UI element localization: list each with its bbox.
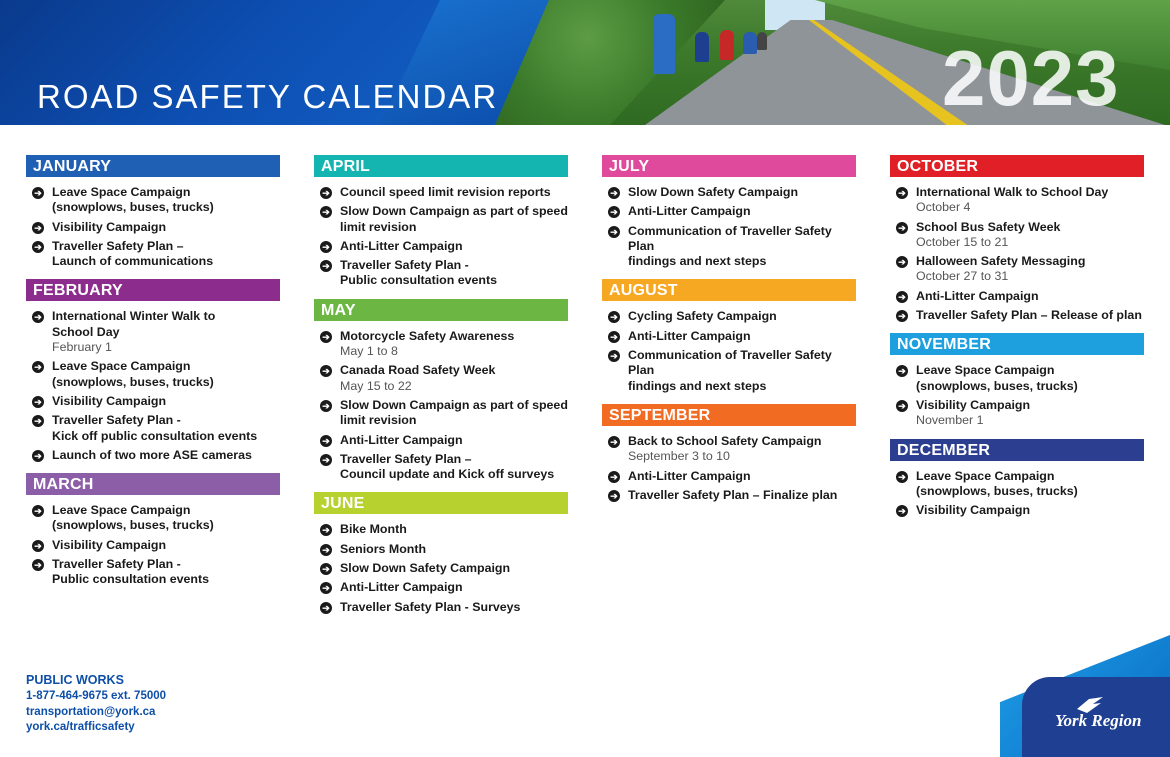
arrow-circle-icon: ➔ [608, 187, 620, 199]
arrow-circle-icon: ➔ [320, 563, 332, 575]
event-item [320, 452, 568, 483]
arrow-circle-icon: ➔ [320, 454, 332, 466]
event-list [26, 301, 280, 463]
arrow-circle-icon: ➔ [320, 400, 332, 412]
event-date: October 15 to 21 [916, 234, 1009, 249]
event-item [608, 185, 856, 200]
footer-email[interactable]: transportation@york.ca [26, 705, 156, 718]
event-label: Visibility Campaign [52, 393, 167, 408]
event-item [608, 309, 856, 324]
month-header: MARCH [26, 473, 280, 495]
cyclist-figure [653, 14, 675, 74]
event-list [26, 177, 280, 269]
month-header: SEPTEMBER [602, 404, 856, 426]
calendar-column-1 [26, 155, 280, 598]
arrow-circle-icon: ➔ [896, 187, 908, 199]
page-title: ROAD SAFETY CALENDAR [37, 78, 499, 115]
arrow-circle-icon: ➔ [608, 311, 620, 323]
event-list [314, 177, 568, 289]
event-item [320, 204, 568, 235]
month-header: NOVEMBER [890, 333, 1144, 355]
month-header: JUNE [314, 492, 568, 514]
event-list [890, 355, 1144, 428]
event-item [320, 239, 568, 254]
arrow-circle-icon: ➔ [896, 471, 908, 483]
event-item [32, 503, 280, 534]
arrow-circle-icon: ➔ [608, 490, 620, 502]
event-label: Canada Road Safety Week [340, 363, 496, 378]
event-label: Slow Down Campaign as part of speed limit revision [340, 397, 568, 428]
month-section-january [26, 155, 280, 279]
event-date: February 1 [52, 340, 112, 355]
cyclist-figure [757, 32, 767, 50]
event-item [320, 561, 568, 576]
arrow-circle-icon: ➔ [32, 361, 44, 373]
month-section-february [26, 279, 280, 473]
month-section-october [890, 155, 1144, 333]
arrow-circle-icon: ➔ [320, 187, 332, 199]
event-label: Slow Down Campaign as part of speed limit revision [340, 204, 568, 234]
event-item [32, 448, 280, 463]
event-label: Anti-Litter Campaign [340, 238, 463, 253]
arrow-circle-icon: ➔ [896, 400, 908, 412]
event-item [896, 220, 1144, 251]
event-item [320, 580, 568, 595]
arrow-circle-icon: ➔ [320, 365, 332, 377]
arrow-circle-icon: ➔ [608, 471, 620, 483]
arrow-circle-icon: ➔ [320, 602, 332, 614]
event-date: September 3 to 10 [628, 449, 730, 464]
event-item [32, 359, 280, 390]
arrow-circle-icon: ➔ [32, 187, 44, 199]
event-label: International Walk to School Day [916, 185, 1109, 199]
month-header: OCTOBER [890, 155, 1144, 177]
event-item [32, 239, 280, 270]
event-item [32, 394, 280, 409]
event-label: School Bus Safety Week [916, 219, 1061, 234]
arrow-circle-icon: ➔ [608, 206, 620, 218]
event-item [608, 348, 856, 394]
arrow-circle-icon: ➔ [32, 415, 44, 427]
event-label: Traveller Safety Plan - Kick off public consultation events [52, 413, 258, 443]
arrow-circle-icon: ➔ [320, 435, 332, 447]
event-label: Leave Space Campaign (snowplows, buses, trucks) [52, 503, 214, 533]
arrow-circle-icon: ➔ [896, 256, 908, 268]
event-item [608, 329, 856, 344]
event-label: Visibility Campaign [52, 537, 167, 552]
event-item [320, 433, 568, 448]
footer-department: PUBLIC WORKS [26, 673, 124, 687]
event-date: October 27 to 31 [916, 269, 1009, 284]
event-item [608, 469, 856, 484]
arrow-circle-icon: ➔ [32, 311, 44, 323]
month-header: MAY [314, 299, 568, 321]
event-item [32, 557, 280, 588]
event-label: Leave Space Campaign (snowplows, buses, trucks) [52, 359, 214, 389]
month-section-september [602, 404, 856, 513]
month-section-august [602, 279, 856, 403]
arrow-circle-icon: ➔ [896, 505, 908, 517]
event-label: Slow Down Safety Campaign [340, 561, 511, 576]
event-list [890, 461, 1144, 519]
event-label: Traveller Safety Plan - Public consultation events [340, 258, 497, 288]
event-label: Leave Space Campaign (snowplows, buses, trucks) [52, 185, 214, 215]
arrow-circle-icon: ➔ [32, 241, 44, 253]
event-item [32, 185, 280, 216]
event-label: Motorcycle Safety Awareness [340, 328, 515, 343]
month-header: FEBRUARY [26, 279, 280, 301]
event-label: Council speed limit revision reports [340, 185, 551, 199]
event-label: Traveller Safety Plan – Finalize plan [628, 487, 838, 502]
month-header: DECEMBER [890, 439, 1144, 461]
event-list [890, 177, 1144, 323]
event-label: Visibility Campaign [916, 503, 1031, 518]
york-region-logo [1000, 635, 1170, 757]
month-section-april [314, 155, 568, 299]
month-section-may [314, 299, 568, 493]
arrow-circle-icon: ➔ [896, 222, 908, 234]
event-item [896, 363, 1144, 394]
event-label: Halloween Safety Messaging [916, 254, 1086, 269]
event-item [32, 220, 280, 235]
cyclist-figure [743, 32, 757, 54]
arrow-circle-icon: ➔ [32, 540, 44, 552]
month-header: JULY [602, 155, 856, 177]
event-item [896, 254, 1144, 285]
event-list [602, 177, 856, 269]
event-label: Anti-Litter Campaign [628, 204, 751, 219]
event-list [314, 514, 568, 614]
event-item [608, 488, 856, 503]
event-label: International Winter Walk to School Day [52, 309, 216, 339]
event-date: November 1 [916, 413, 984, 428]
event-item [896, 185, 1144, 216]
arrow-circle-icon: ➔ [32, 505, 44, 517]
event-list [602, 426, 856, 503]
arrow-circle-icon: ➔ [320, 331, 332, 343]
arrow-circle-icon: ➔ [896, 365, 908, 377]
header-banner [0, 0, 1170, 125]
event-label: Slow Down Safety Campaign [628, 185, 799, 199]
event-label: Anti-Litter Campaign [340, 432, 463, 447]
contact-footer [26, 673, 166, 736]
event-label: Traveller Safety Plan - Public consultation events [52, 557, 209, 587]
footer-phone[interactable]: 1-877-464-9675 ext. 75000 [26, 690, 167, 702]
event-label: Cycling Safety Campaign [628, 309, 777, 324]
month-section-july [602, 155, 856, 279]
event-item [608, 224, 856, 270]
month-section-december [890, 439, 1144, 529]
arrow-circle-icon: ➔ [32, 222, 44, 234]
event-item [608, 204, 856, 219]
event-label: Traveller Safety Plan – Council update and Kick off surveys [340, 451, 555, 482]
event-list [314, 321, 568, 483]
event-item [320, 363, 568, 394]
event-label: Anti-Litter Campaign [340, 580, 463, 595]
event-item [32, 309, 280, 355]
event-label: Traveller Safety Plan – Release of plan [916, 308, 1142, 323]
event-item [896, 469, 1144, 500]
event-label: Traveller Safety Plan – Launch of communications [52, 238, 214, 269]
event-label: Anti-Litter Campaign [916, 288, 1039, 303]
calendar-column-3 [602, 155, 856, 513]
event-label: Bike Month [340, 522, 407, 537]
arrow-circle-icon: ➔ [896, 291, 908, 303]
event-label: Seniors Month [340, 541, 427, 556]
event-item [320, 600, 568, 615]
event-item [32, 413, 280, 444]
arrow-circle-icon: ➔ [320, 544, 332, 556]
event-date: May 15 to 22 [340, 378, 412, 393]
event-date: May 1 to 8 [340, 344, 398, 359]
event-item [320, 329, 568, 360]
event-item [896, 398, 1144, 429]
footer-website[interactable]: york.ca/trafficsafety [26, 721, 135, 733]
arrow-circle-icon: ➔ [320, 524, 332, 536]
event-item [896, 503, 1144, 518]
year-label: 2023 [942, 34, 1120, 122]
arrow-circle-icon: ➔ [608, 331, 620, 343]
event-label: Visibility Campaign [916, 397, 1031, 412]
arrow-circle-icon: ➔ [32, 559, 44, 571]
event-item [320, 542, 568, 557]
arrow-circle-icon: ➔ [320, 260, 332, 272]
event-item [32, 538, 280, 553]
event-label: Anti-Litter Campaign [628, 328, 751, 343]
arrow-circle-icon: ➔ [32, 450, 44, 462]
event-item [320, 185, 568, 200]
month-header: JANUARY [26, 155, 280, 177]
calendar-column-4 [890, 155, 1144, 528]
arrow-circle-icon: ➔ [896, 310, 908, 322]
event-label: Communication of Traveller Safety Plan findings and next steps [628, 348, 832, 393]
event-item [608, 434, 856, 465]
event-item [896, 308, 1144, 323]
arrow-circle-icon: ➔ [608, 436, 620, 448]
event-date: October 4 [916, 200, 971, 215]
event-label: Traveller Safety Plan - Surveys [340, 599, 521, 614]
event-label: Launch of two more ASE cameras [52, 447, 252, 462]
event-list [26, 495, 280, 587]
arrow-circle-icon: ➔ [32, 396, 44, 408]
event-item [320, 522, 568, 537]
cyclist-figure [720, 30, 734, 60]
event-label: Leave Space Campaign (snowplows, buses, trucks) [916, 363, 1078, 393]
arrow-circle-icon: ➔ [608, 226, 620, 238]
month-header: AUGUST [602, 279, 856, 301]
month-section-march [26, 473, 280, 597]
month-section-november [890, 333, 1144, 438]
event-item [320, 258, 568, 289]
calendar-column-2 [314, 155, 568, 625]
event-label: Back to School Safety Campaign [628, 433, 822, 448]
event-item [320, 398, 568, 429]
logo-wordmark: York Region [1055, 711, 1142, 730]
arrow-circle-icon: ➔ [608, 350, 620, 362]
event-label: Leave Space Campaign (snowplows, buses, trucks) [916, 468, 1078, 498]
event-list [602, 301, 856, 393]
arrow-circle-icon: ➔ [320, 241, 332, 253]
event-item [896, 289, 1144, 304]
arrow-circle-icon: ➔ [320, 582, 332, 594]
month-section-june [314, 492, 568, 624]
event-label: Visibility Campaign [52, 219, 167, 234]
cyclist-figure [695, 32, 709, 62]
month-header: APRIL [314, 155, 568, 177]
event-label: Anti-Litter Campaign [628, 468, 751, 483]
arrow-circle-icon: ➔ [320, 206, 332, 218]
event-label: Communication of Traveller Safety Plan findings and next steps [628, 223, 832, 269]
